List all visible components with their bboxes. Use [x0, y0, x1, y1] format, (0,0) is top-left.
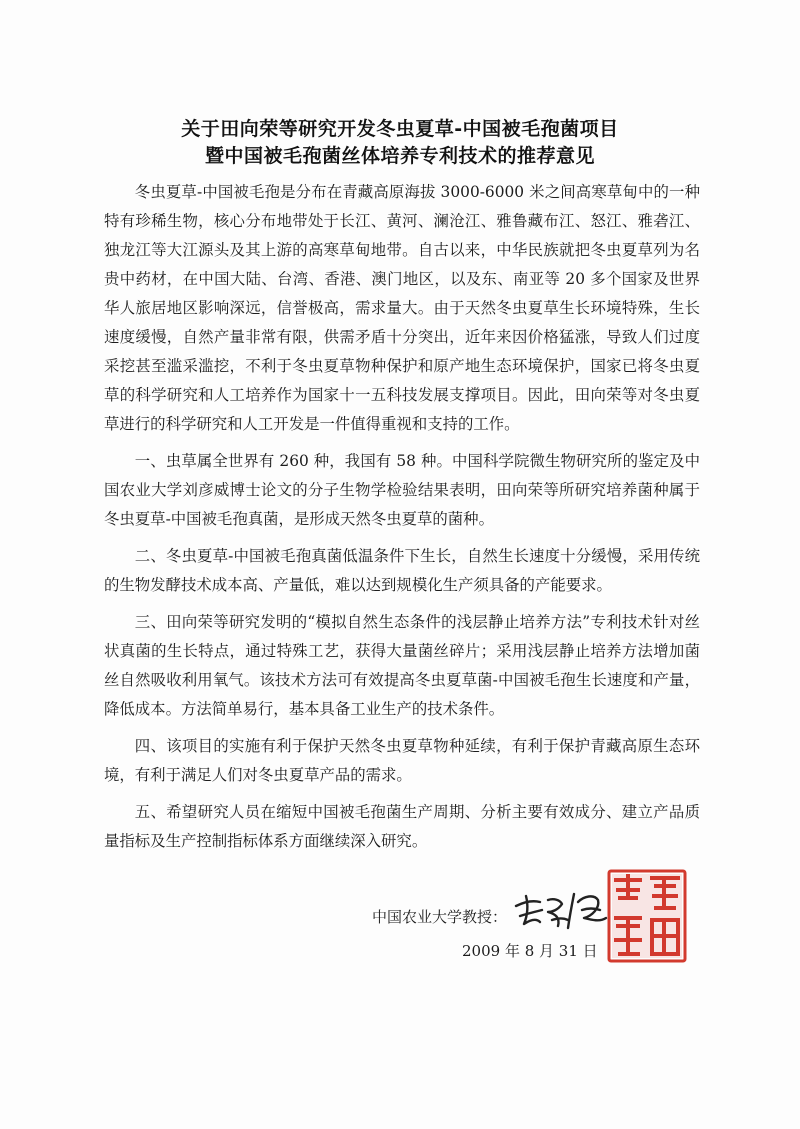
document-title-line-1: 关于田向荣等研究开发冬虫夏草-中国被毛孢菌项目	[181, 118, 619, 140]
point-1-paragraph: 一、虫草属全世界有 260 种，我国有 58 种。中国科学院微生物研究所的鉴定及中国农业大学刘彦威博士论文的分子生物学检验结果表明，田向荣等所研究培养菌种属于冬虫夏草-中国被毛孢真菌，是形成天然冬虫夏草的菌种。	[104, 452, 700, 528]
point-2-paragraph: 二、冬虫夏草-中国被毛孢真菌低温条件下生长，自然生长速度十分缓慢，采用传统的生物发酵技术成本高、产量低，难以达到规模化生产须具备的产能要求。	[104, 547, 700, 594]
signer-label: 中国农业大学教授：	[372, 908, 508, 926]
handwritten-signature	[512, 888, 610, 934]
signature-date: 2009 年 8 月 31 日	[462, 942, 598, 960]
document-title-line-2: 暨中国被毛孢菌丝体培养专利技术的推荐意见	[204, 145, 595, 167]
point-3-paragraph: 三、田向荣等研究发明的“模拟自然生态条件的浅层静止培养方法”专利技术针对丝状真菌的生长特点，通过特殊工艺，获得大量菌丝碎片；采用浅层静止培养方法增加菌丝自然吸收利用氧气。该技术方法可有效提高冬虫夏草菌-中国被毛孢生长速度和产量，降低成本。方法简单易行，基本具备工业生产的技术条件。	[104, 613, 700, 718]
document-body	[104, 178, 700, 864]
red-seal-stamp	[606, 868, 688, 964]
point-5-paragraph: 五、希望研究人员在缩短中国被毛孢菌生产周期、分析主要有效成分、建立产品质量指标及生产控制指标体系方面继续深入研究。	[104, 803, 700, 850]
intro-paragraph: 冬虫夏草-中国被毛孢是分布在青藏高原海拔 3000-6000 米之间高寒草甸中的一种特有珍稀生物，核心分布地带处于长江、黄河、澜沧江、雅鲁藏布江、怒江、雅砻江、独龙江等大江源头及其上游的高寒草甸地带。自古以来，中华民族就把冬虫夏草列为名贵中药材，在中国大陆、台湾、香港、澳门地区，以及东、南亚等 20 多个国家及世界华人旅居地区影响深远，信誉极高，需求量大。由于天然冬虫夏草生长环境特殊，生长速度缓慢，自然产量非常有限，供需矛盾十分突出，近年来因价格猛涨，导致人们过度采挖甚至滥采滥挖，不利于冬虫夏草物种保护和原产地生态环境保护，国家已将冬虫夏草的科学研究和人工培养作为国家十一五科技发展支撑项目。因此，田向荣等对冬虫夏草进行的科学研究和人工开发是一件值得重视和支持的工作。	[104, 183, 700, 433]
point-4-paragraph: 四、该项目的实施有利于保护天然冬虫夏草物种延续，有利于保护青藏高原生态环境，有利于满足人们对冬虫夏草产品的需求。	[104, 737, 700, 784]
